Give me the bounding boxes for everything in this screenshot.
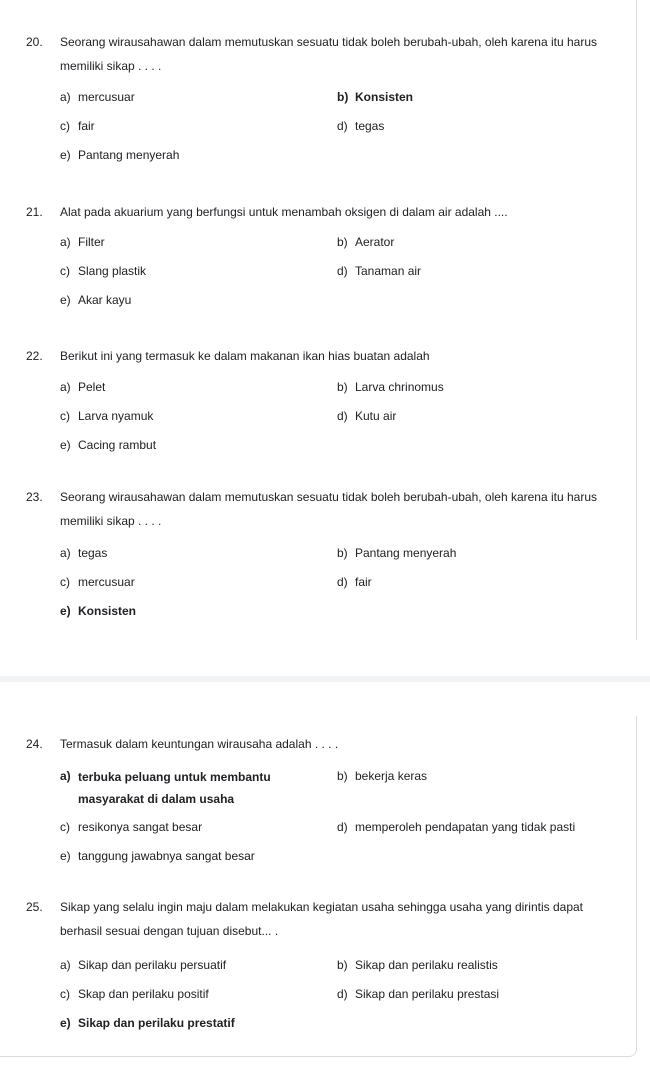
question-stem <box>26 485 606 533</box>
question-number: 21. <box>26 205 43 219</box>
question-number: 22. <box>26 349 43 363</box>
question-text: Sikap yang selalu ingin maju dalam melakukan kegiatan usaha sehingga usaha yang dirintis dapat berhasil sesuai dengan tujuan disebut... . <box>60 900 584 938</box>
section-divider <box>0 676 650 682</box>
option-c[interactable]: c) mercusuar <box>60 575 135 589</box>
question-text: Berikut ini yang termasuk ke dalam makanan ikan hias buatan adalah <box>60 349 430 363</box>
option-c[interactable]: c) Slang plastik <box>60 264 147 278</box>
option-c[interactable]: c) fair <box>60 119 95 133</box>
question-text: Seorang wirausahawan dalam memutuskan sesuatu tidak boleh berubah-ubah, oleh karena itu harus memiliki sikap . . . . <box>60 35 598 73</box>
option-c[interactable]: c) Larva nyamuk <box>60 409 154 423</box>
option-e[interactable]: e) Pantang menyerah <box>60 148 180 162</box>
option-d[interactable]: d) Sikap dan perilaku prestasi <box>337 987 500 1001</box>
option-b[interactable]: b) Sikap dan perilaku realistis <box>337 958 498 972</box>
question-number: 20. <box>26 35 43 49</box>
option-b[interactable]: b) Pantang menyerah <box>337 546 457 560</box>
question-stem <box>26 200 606 224</box>
option-a[interactable]: a) Pelet <box>60 380 106 394</box>
option-a[interactable]: a) Sikap dan perilaku persuatif <box>60 958 227 972</box>
option-d[interactable]: d) Kutu air <box>337 409 397 423</box>
option-a[interactable]: a) mercusuar <box>60 90 135 104</box>
option-c[interactable]: c) Skap dan perilaku positif <box>60 987 209 1001</box>
option-e[interactable]: e) tanggung jawabnya sangat besar <box>60 849 255 863</box>
question-stem <box>26 895 616 943</box>
option-a[interactable]: a) terbuka peluang untuk membantu masyarakat di dalam usaha <box>60 769 271 806</box>
option-d[interactable]: d) tegas <box>337 119 385 133</box>
option-c[interactable]: c) resikonya sangat besar <box>60 820 203 834</box>
option-b[interactable]: b) Aerator <box>337 235 395 249</box>
option-d[interactable]: d) fair <box>337 575 372 589</box>
option-d[interactable]: d) Tanaman air <box>337 264 422 278</box>
option-e[interactable]: e) Konsisten <box>60 604 137 618</box>
option-e[interactable]: e) Akar kayu <box>60 293 132 307</box>
question-stem <box>26 732 606 756</box>
question-stem <box>26 344 606 368</box>
option-e[interactable]: e) Sikap dan perilaku prestatif <box>60 1016 235 1030</box>
option-b[interactable]: b) bekerja keras <box>337 769 428 783</box>
option-b[interactable]: b) Konsisten <box>337 90 414 104</box>
option-d[interactable]: d) memperoleh pendapatan yang tidak pasti <box>337 820 576 834</box>
question-text: Seorang wirausahawan dalam memutuskan sesuatu tidak boleh berubah-ubah, oleh karena itu harus memiliki sikap . . . . <box>60 490 598 528</box>
question-number: 23. <box>26 490 43 504</box>
option-e[interactable]: e) Cacing rambut <box>60 438 157 452</box>
question-number: 24. <box>26 737 43 751</box>
option-b[interactable]: b) Larva chrinomus <box>337 380 444 394</box>
question-text: Termasuk dalam keuntungan wirausaha adalah . . . . <box>60 737 339 751</box>
question-number: 25. <box>26 900 43 914</box>
option-a[interactable]: a) tegas <box>60 546 108 560</box>
option-a[interactable]: a) Filter <box>60 235 105 249</box>
question-text: Alat pada akuarium yang berfungsi untuk menambah oksigen di dalam air adalah .... <box>60 205 508 219</box>
question-stem <box>26 30 606 78</box>
